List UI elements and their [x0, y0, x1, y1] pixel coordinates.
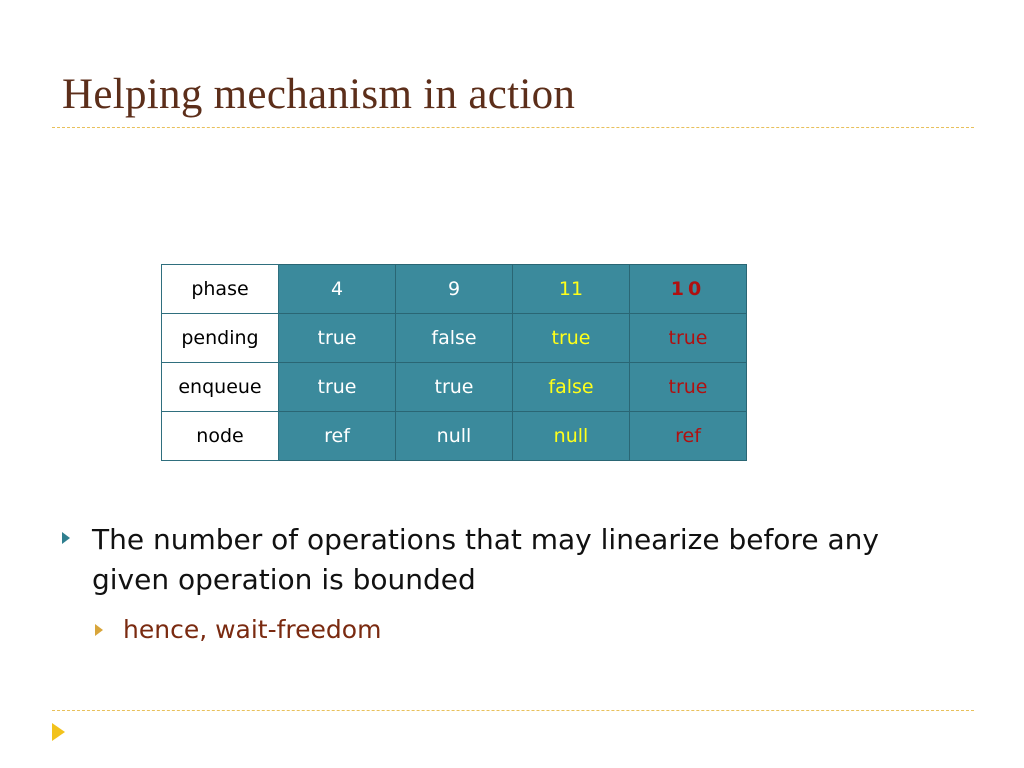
state-table [161, 264, 747, 461]
table-row-enqueue [162, 363, 747, 412]
cell-enqueue-2: true [396, 363, 513, 412]
cell-pending-2: false [396, 314, 513, 363]
cell-enqueue-4: true [630, 363, 747, 412]
bullet-sub-text: hence, wait-freedom [123, 615, 382, 644]
row-label-phase: phase [162, 265, 279, 314]
row-label-pending: pending [162, 314, 279, 363]
footer-divider [52, 710, 974, 711]
cell-phase-2: 9 [396, 265, 513, 314]
title-divider [52, 127, 974, 128]
corner-triangle-icon [52, 723, 65, 741]
cell-pending-1: true [279, 314, 396, 363]
cell-node-3: null [513, 412, 630, 461]
row-label-enqueue: enqueue [162, 363, 279, 412]
cell-phase-1: 4 [279, 265, 396, 314]
bullet-sub [95, 614, 381, 646]
cell-pending-3: true [513, 314, 630, 363]
cell-node-1: ref [279, 412, 396, 461]
table-row-phase [162, 265, 747, 314]
cell-phase-3: 11 [513, 265, 630, 314]
slide-title: Helping mechanism in action [62, 71, 576, 118]
cell-phase-4: 10 [630, 265, 747, 314]
sub-bullet-arrow-icon [95, 624, 103, 636]
table-row-node [162, 412, 747, 461]
row-label-node: node [162, 412, 279, 461]
table-row-pending [162, 314, 747, 363]
cell-node-2: null [396, 412, 513, 461]
cell-enqueue-3: false [513, 363, 630, 412]
bullet-main [62, 520, 962, 600]
cell-pending-4: true [630, 314, 747, 363]
cell-node-4: ref [630, 412, 747, 461]
bullet-arrow-icon [62, 532, 70, 544]
cell-enqueue-1: true [279, 363, 396, 412]
bullet-main-text: The number of operations that may linearize before any given operation is bounded [92, 523, 879, 596]
